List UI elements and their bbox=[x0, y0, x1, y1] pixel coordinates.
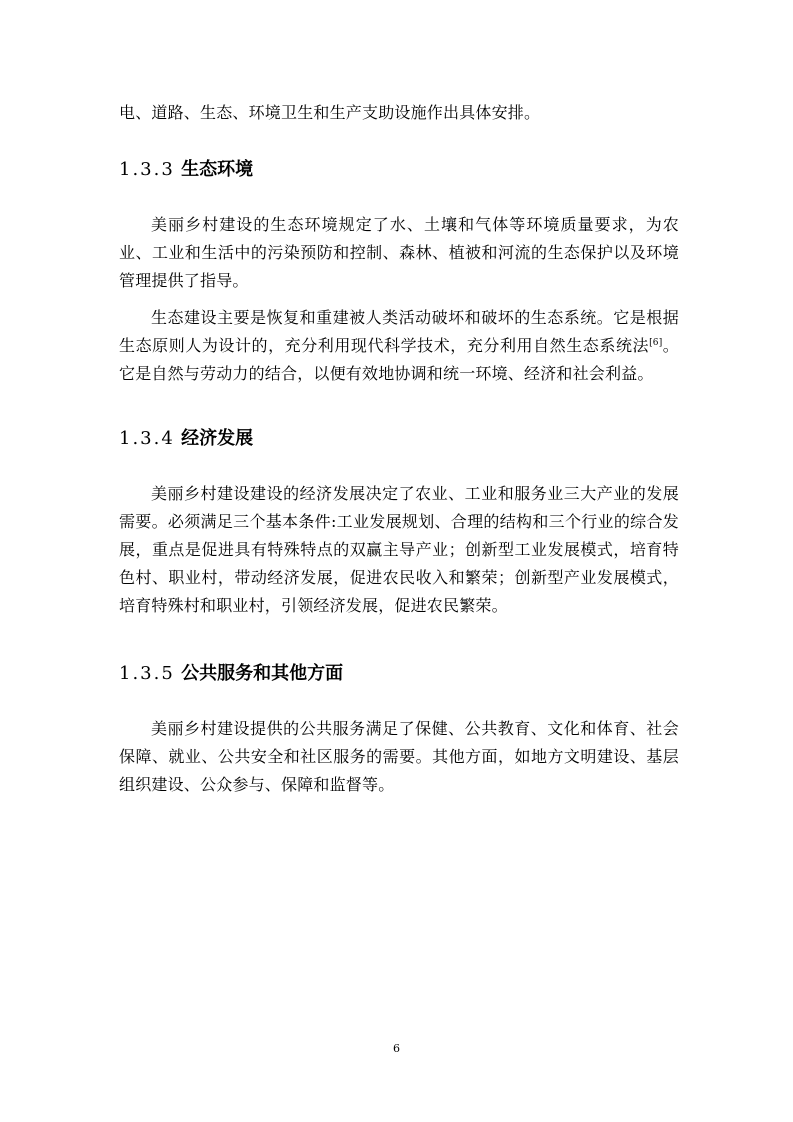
paragraph: 美丽乡村建设的生态环境规定了水、土壤和气体等环境质量要求，为农业、工业和生活中的污染预防和控制、森林、植被和河流的生态保护以及环境管理提供了指导。 bbox=[119, 215, 679, 290]
section-heading-1-3-3 bbox=[119, 157, 253, 183]
paragraph-text: 。它是自然与劳动力的结合，以便有效地协调和统一环境、经济和社会利益。 bbox=[119, 336, 680, 383]
page-number: 6 bbox=[393, 1042, 400, 1055]
section-heading-1-3-4 bbox=[119, 426, 253, 452]
section-number: 1.3.3 bbox=[119, 159, 175, 180]
section-title: 生态环境 bbox=[181, 159, 254, 180]
citation-marker: [6] bbox=[649, 338, 663, 348]
section-title: 公共服务和其他方面 bbox=[181, 663, 344, 684]
paragraph bbox=[119, 304, 679, 388]
section-title: 经济发展 bbox=[181, 428, 254, 449]
paragraph: 美丽乡村建设建设的经济发展决定了农业、工业和服务业三大产业的发展需要。必须满足三个基本条件:工业发展规划、合理的结构和三个行业的综合发展，重点是促进具有特殊特点的双赢主导产业；创新型工业发展模式，培育特色村、职业村，带动经济发展，促进农民收入和繁荣；创新型产业发展模式，培育特殊村和职业村，引领经济发展，促进农民繁荣。 bbox=[119, 484, 679, 615]
paragraph: 美丽乡村建设提供的公共服务满足了保健、公共教育、文化和体育、社会保障、就业、公共安全和社区服务的需要。其他方面，如地方文明建设、基层组织建设、公众参与、保障和监督等。 bbox=[119, 719, 679, 794]
paragraph-text: 生态建设主要是恢复和重建被人类活动破坏和破坏的生态系统。它是根据生态原则人为设计的，充分利用现代科学技术，充分利用自然生态系统法 bbox=[119, 308, 679, 355]
section-heading-1-3-5 bbox=[119, 661, 343, 687]
section-number: 1.3.5 bbox=[119, 663, 175, 684]
section-number: 1.3.4 bbox=[119, 428, 175, 449]
intro-paragraph: 电、道路、生态、环境卫生和生产支助设施作出具体安排。 bbox=[119, 103, 541, 122]
